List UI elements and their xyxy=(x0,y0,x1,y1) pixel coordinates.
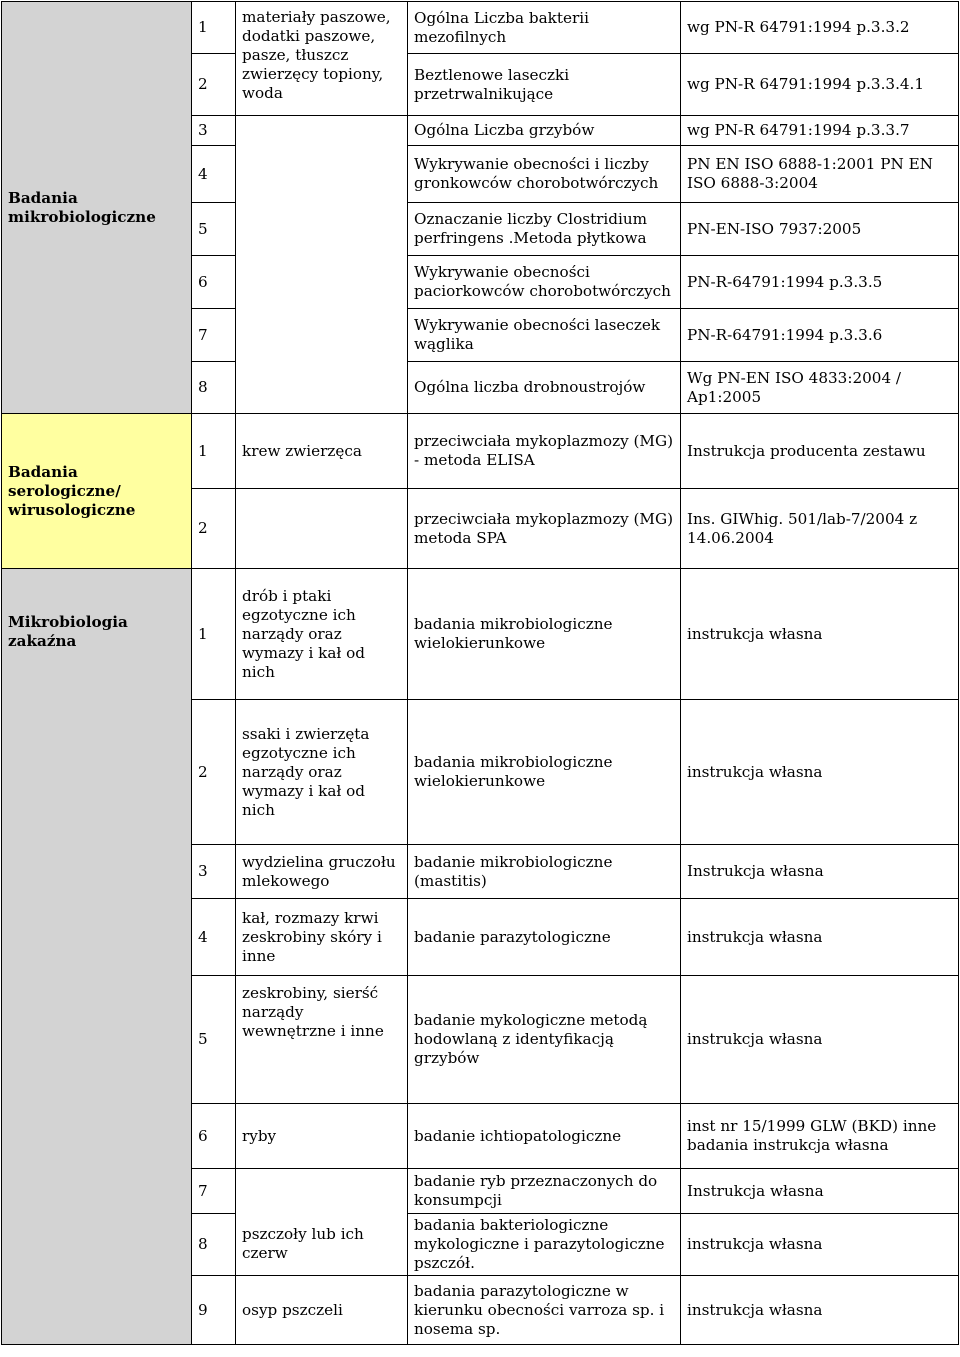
row-number: 5 xyxy=(192,203,236,256)
material-cell: drób i ptaki egzotyczne ich narządy oraz wymazy i kał od nich xyxy=(236,569,408,700)
test-cell: Ogólna liczba drobnoustrojów xyxy=(408,362,681,414)
table-row xyxy=(2,414,959,489)
material-cell xyxy=(236,203,408,256)
method-cell: Instrukcja producenta zestawu xyxy=(681,414,959,489)
row-number: 2 xyxy=(192,54,236,116)
material-cell: wydzielina gruczołu mlekowego xyxy=(236,845,408,899)
test-cell: badania mikrobiologiczne wielokierunkowe xyxy=(408,569,681,700)
row-number: 8 xyxy=(192,1214,236,1276)
test-cell: przeciwciała mykoplazmozy (MG) metoda SPA xyxy=(408,489,681,569)
material-cell xyxy=(236,489,408,569)
method-cell: wg PN-R 64791:1994 p.3.3.7 xyxy=(681,116,959,146)
category-cell: Badania serologiczne/ wirusologiczne xyxy=(2,414,192,569)
row-number: 8 xyxy=(192,362,236,414)
material-cell: osyp pszczeli xyxy=(236,1276,408,1345)
row-number: 4 xyxy=(192,899,236,976)
row-number: 3 xyxy=(192,116,236,146)
test-cell: przeciwciała mykoplazmozy (MG) - metoda ELISA xyxy=(408,414,681,489)
material-cell xyxy=(236,309,408,362)
method-cell: instrukcja własna xyxy=(681,899,959,976)
material-cell xyxy=(236,256,408,309)
material-cell: materiały paszowe, dodatki paszowe, pasze, tłuszcz zwierzęcy topiony, woda xyxy=(236,2,408,116)
method-cell: wg PN-R 64791:1994 p.3.3.2 xyxy=(681,2,959,54)
method-cell: instrukcja własna xyxy=(681,976,959,1104)
test-cell: Beztlenowe laseczki przetrwalnikujące xyxy=(408,54,681,116)
material-cell: pszczoły lub ich czerw xyxy=(236,1214,408,1276)
test-cell: Oznaczanie liczby Clostridium perfringens .Metoda płytkowa xyxy=(408,203,681,256)
test-cell: badanie ryb przeznaczonych do konsumpcji xyxy=(408,1169,681,1214)
test-cell: badanie parazytologiczne xyxy=(408,899,681,976)
test-cell: badania parazytologiczne w kierunku obecności varroza sp. i nosema sp. xyxy=(408,1276,681,1345)
row-number: 4 xyxy=(192,146,236,203)
method-cell: instrukcja własna xyxy=(681,1276,959,1345)
method-cell: Instrukcja własna xyxy=(681,1169,959,1214)
row-number: 5 xyxy=(192,976,236,1104)
test-cell: Ogólna Liczba bakterii mezofilnych xyxy=(408,2,681,54)
row-number: 6 xyxy=(192,1104,236,1169)
row-number: 9 xyxy=(192,1276,236,1345)
method-cell: Wg PN-EN ISO 4833:2004 / Ap1:2005 xyxy=(681,362,959,414)
row-number: 2 xyxy=(192,489,236,569)
method-cell: PN-EN-ISO 7937:2005 xyxy=(681,203,959,256)
material-cell xyxy=(236,146,408,203)
material-cell: ssaki i zwierzęta egzotyczne ich narządy oraz wymazy i kał od nich xyxy=(236,700,408,845)
accreditation-table xyxy=(1,1,959,1345)
row-number: 7 xyxy=(192,1169,236,1214)
test-cell: badania mikrobiologiczne wielokierunkowe xyxy=(408,700,681,845)
material-cell xyxy=(236,116,408,146)
test-cell: badania bakteriologiczne mykologiczne i parazytologiczne pszczół. xyxy=(408,1214,681,1276)
test-cell: badanie ichtiopatologiczne xyxy=(408,1104,681,1169)
method-cell: inst nr 15/1999 GLW (BKD) inne badania instrukcja własna xyxy=(681,1104,959,1169)
material-cell xyxy=(236,1169,408,1214)
material-cell: ryby xyxy=(236,1104,408,1169)
table-row xyxy=(2,2,959,54)
table-row xyxy=(2,569,959,700)
row-number: 1 xyxy=(192,2,236,54)
test-cell: Ogólna Liczba grzybów xyxy=(408,116,681,146)
method-cell: Ins. GIWhig. 501/lab-7/2004 z 14.06.2004 xyxy=(681,489,959,569)
method-cell: PN-R-64791:1994 p.3.3.5 xyxy=(681,256,959,309)
method-cell: Instrukcja własna xyxy=(681,845,959,899)
test-cell: badanie mikrobiologiczne (mastitis) xyxy=(408,845,681,899)
method-cell: instrukcja własna xyxy=(681,1214,959,1276)
row-number: 1 xyxy=(192,414,236,489)
row-number: 6 xyxy=(192,256,236,309)
category-cell: Mikrobiologia zakaźna xyxy=(2,569,192,1345)
method-cell: PN EN ISO 6888-1:2001 PN EN ISO 6888-3:2004 xyxy=(681,146,959,203)
material-cell: krew zwierzęca xyxy=(236,414,408,489)
material-cell: zeskrobiny, sierść narządy wewnętrzne i inne xyxy=(236,976,408,1104)
test-cell: Wykrywanie obecności i liczby gronkowców chorobotwórczych xyxy=(408,146,681,203)
method-cell: instrukcja własna xyxy=(681,569,959,700)
material-cell xyxy=(236,362,408,414)
row-number: 2 xyxy=(192,700,236,845)
method-cell: PN-R-64791:1994 p.3.3.6 xyxy=(681,309,959,362)
test-cell: badanie mykologiczne metodą hodowlaną z identyfikacją grzybów xyxy=(408,976,681,1104)
material-cell: kał, rozmazy krwi zeskrobiny skóry i inne xyxy=(236,899,408,976)
row-number: 1 xyxy=(192,569,236,700)
category-cell: Badania mikrobiologiczne xyxy=(2,2,192,414)
method-cell: wg PN-R 64791:1994 p.3.3.4.1 xyxy=(681,54,959,116)
test-cell: Wykrywanie obecności paciorkowców chorobotwórczych xyxy=(408,256,681,309)
row-number: 3 xyxy=(192,845,236,899)
method-cell: instrukcja własna xyxy=(681,700,959,845)
test-cell: Wykrywanie obecności laseczek wąglika xyxy=(408,309,681,362)
row-number: 7 xyxy=(192,309,236,362)
